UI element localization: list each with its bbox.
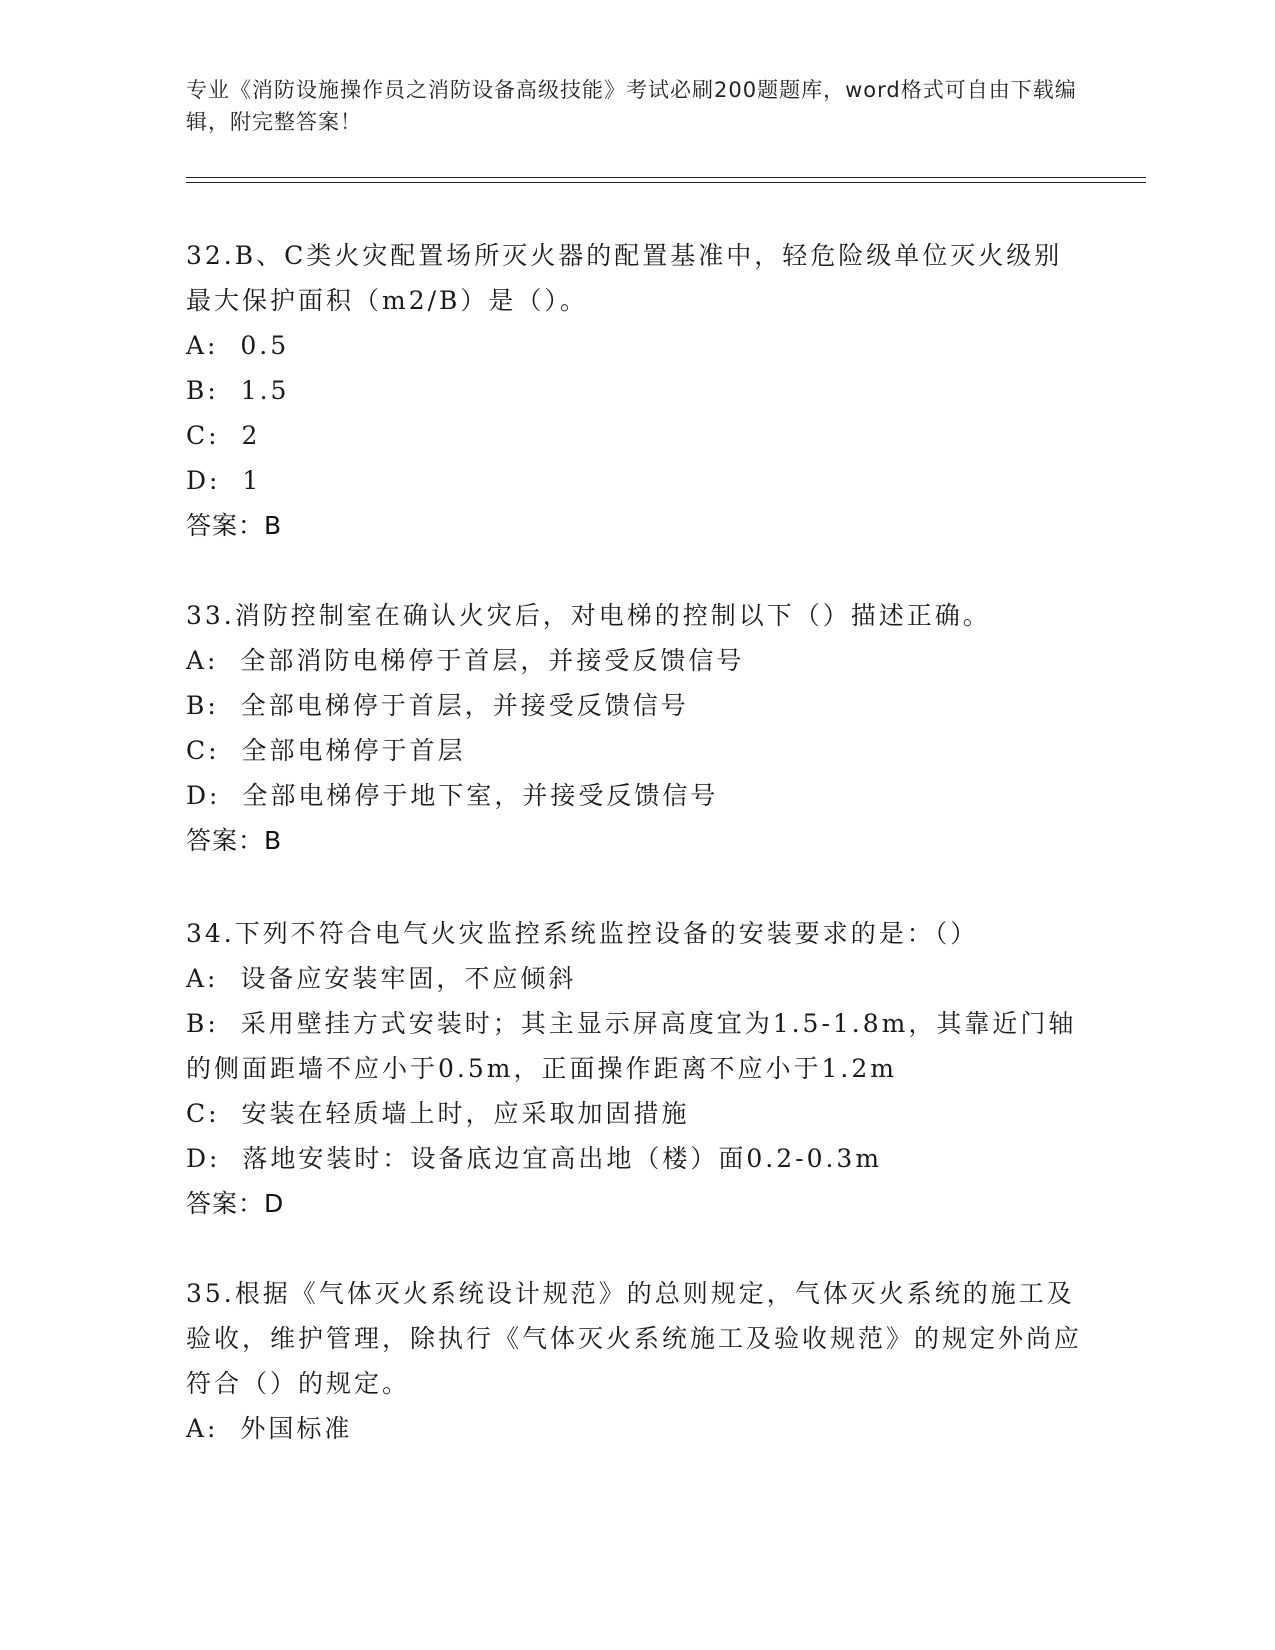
option-a: A: 设备应安装牢固，不应倾斜: [186, 964, 577, 993]
option-b: B: 采用壁挂方式安装时；其主显示屏高度宜为1.5-1.8m，其靠近门轴的侧面距墙不应小于0.5m，正面操作距离不应小于1.2m: [186, 1009, 1077, 1083]
document-intro: 专业《消防设施操作员之消防设备高级技能》考试必刷200题题库，word格式可自由下载编辑，附完整答案！: [186, 78, 1077, 134]
option-b: B: 全部电梯停于首层，并接受反馈信号: [186, 691, 689, 720]
question-33: [186, 593, 1086, 863]
header-divider-bottom: [186, 182, 1146, 183]
answer-label: 答案：D: [186, 1189, 285, 1218]
question-stem: 32.B、C类火灾配置场所灭火器的配置基准中，轻危险级单位灭火级别最大保护面积（m2/B）是（）。: [186, 241, 1063, 315]
question-34: [186, 911, 1086, 1226]
answer-label: 答案：B: [186, 826, 283, 855]
option-d: D: 落地安装时：设备底边宜高出地（楼）面0.2-0.3m: [186, 1144, 883, 1173]
question-32: [186, 233, 1086, 548]
option-c: C: 2: [186, 421, 261, 450]
header-divider-top: [186, 177, 1146, 178]
option-a: A: 0.5: [186, 331, 290, 360]
option-a: A: 外国标准: [186, 1414, 353, 1443]
question-stem: 33.消防控制室在确认火灾后，对电梯的控制以下（）描述正确。: [186, 601, 991, 630]
question-stem: 34.下列不符合电气火灾监控系统监控设备的安装要求的是：（）: [186, 919, 979, 948]
option-a: A: 全部消防电梯停于首层，并接受反馈信号: [186, 646, 745, 675]
option-b: B: 1.5: [186, 376, 290, 405]
answer-label: 答案：B: [186, 511, 283, 540]
option-d: D: 1: [186, 466, 262, 495]
question-stem: 35.根据《气体灭火系统设计规范》的总则规定，气体灭火系统的施工及验收，维护管理，除执行《气体灭火系统施工及验收规范》的规定外尚应符合（）的规定。: [186, 1279, 1083, 1398]
option-c: C: 全部电梯停于首层: [186, 736, 466, 765]
option-c: C: 安装在轻质墙上时，应采取加固措施: [186, 1099, 690, 1128]
question-35: [186, 1271, 1086, 1451]
option-d: D: 全部电梯停于地下室，并接受反馈信号: [186, 781, 719, 810]
